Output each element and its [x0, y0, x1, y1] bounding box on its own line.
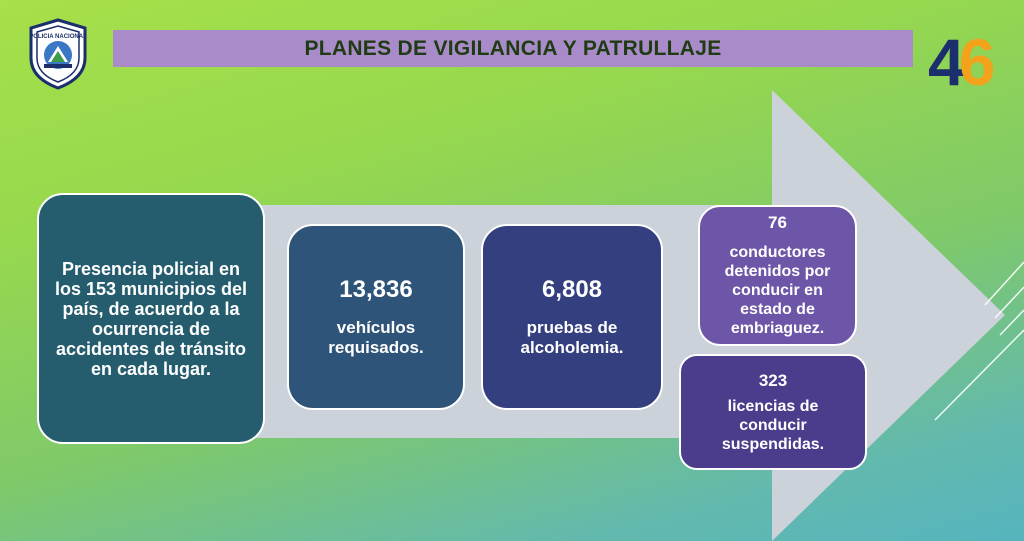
presence-text: Presencia policial en los 153 municipios del país, de acuerdo a la ocurrencia de accidentes de tránsito en cada lugar.	[54, 258, 248, 379]
drivers-detained-card	[698, 205, 857, 346]
vehicles-label: vehículos requisados.	[328, 318, 424, 357]
vehicles-card	[287, 224, 465, 410]
anniversary-number: 46	[928, 25, 990, 99]
drivers-detained-value: 76	[768, 213, 787, 232]
presence-card	[37, 193, 265, 444]
licenses-suspended-value: 323	[758, 370, 788, 390]
drivers-detained-label: conductores detenidos por conducir en estado de embriaguez.	[724, 244, 831, 337]
alcohol-tests-card	[481, 224, 663, 410]
title-bar	[113, 30, 913, 67]
licenses-suspended-label: licencias de conducir suspendidas.	[721, 397, 825, 453]
alcohol-tests-value: 6,808	[541, 276, 603, 303]
anniversary-46-logo-icon	[928, 24, 1020, 100]
logo-left-text: POLICIA NACIONAL	[29, 34, 87, 40]
alcohol-tests-label: pruebas de alcoholemia.	[520, 318, 624, 357]
page-title: PLANES DE VIGILANCIA Y PATRULLAJE	[304, 36, 722, 60]
licenses-suspended-card	[679, 354, 867, 470]
police-shield-logo-icon	[27, 18, 89, 90]
vehicles-value: 13,836	[339, 276, 413, 303]
